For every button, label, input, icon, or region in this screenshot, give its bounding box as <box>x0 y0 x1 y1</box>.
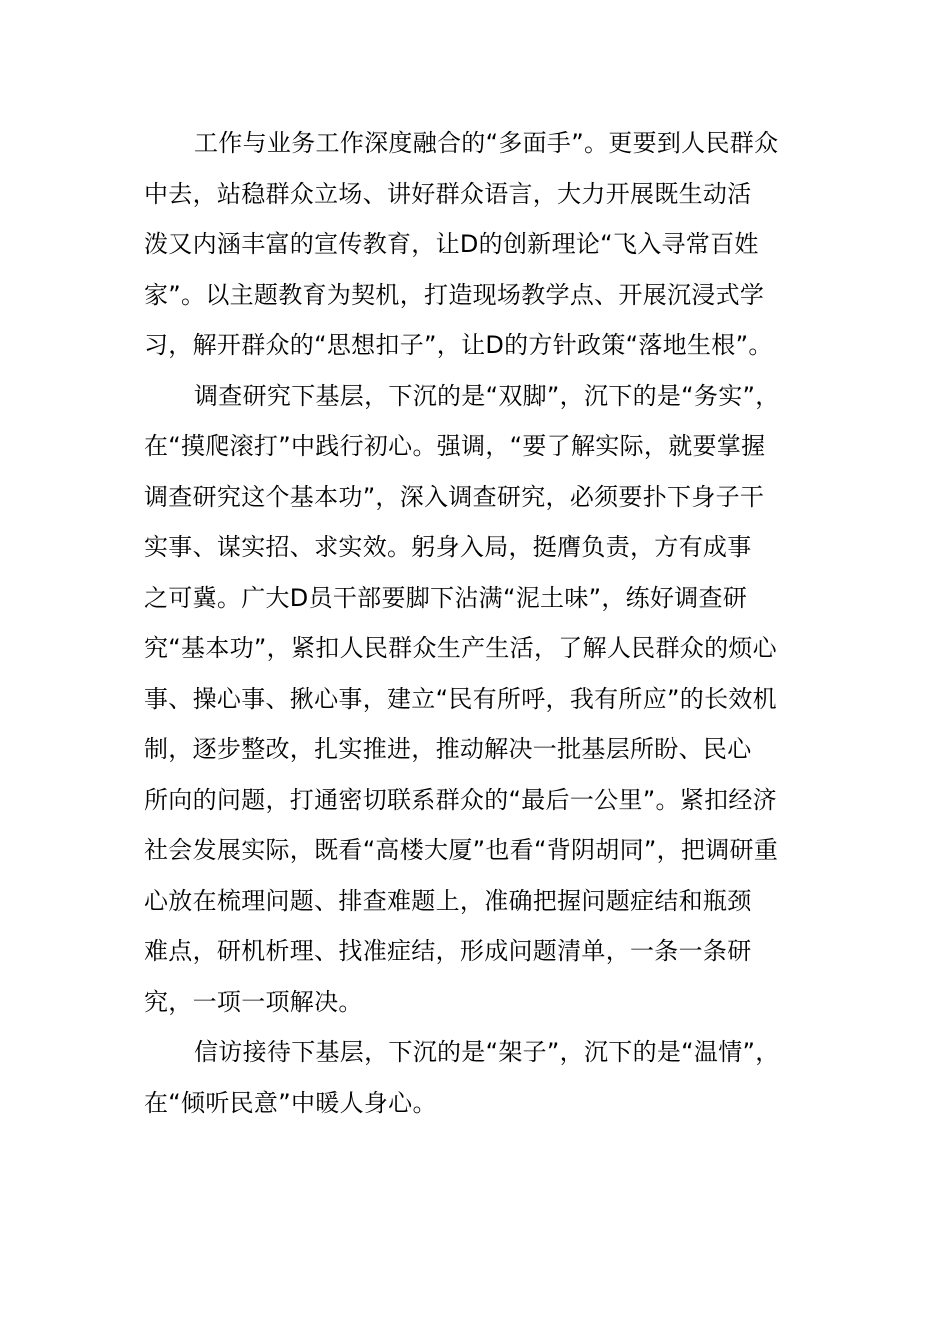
text-line: 调查研究这个基本功”，深入调查研究，必须要扑下身子干 <box>144 482 765 511</box>
text-line: 难点，研机析理、找准症结，形成问题清单，一条一条研 <box>144 937 752 965</box>
text-line: 所向的问题，打通密切联系群众的“最后一公里”。紧扣经济 <box>144 785 777 814</box>
text-line: 中去，站稳群众立场、讲好群众语言，大力开展既生动活 <box>144 179 752 208</box>
text-line: 工作与业务工作深度融合的“多面手”。更要到人民群众 <box>194 129 779 157</box>
document-body <box>144 118 810 1128</box>
paragraph-3 <box>144 1027 810 1128</box>
text-line: 在“摸爬滚打”中践行初心。强调，“要了解实际，就要掌握 <box>144 432 766 460</box>
text-line: 之可冀。广大D员干部要脚下沾满“泥土味”，练好调查研 <box>144 583 748 612</box>
paragraph-1 <box>144 118 810 371</box>
text-line: 调查研究下基层，下沉的是“双脚”，沉下的是“务实”， <box>194 381 780 410</box>
text-line: 信访接待下基层，下沉的是“架子”，沉下的是“温情”， <box>194 1038 780 1066</box>
text-line: 泼又内涵丰富的宣传教育，让D的创新理论“飞入寻常百姓 <box>144 230 759 258</box>
text-line: 家”。以主题教育为契机，打造现场教学点、开展沉浸式学 <box>144 280 765 309</box>
text-line: 究“基本功”，紧扣人民群众生产生活，了解人民群众的烦心 <box>144 634 777 662</box>
text-line: 究，一项一项解决。 <box>144 987 363 1016</box>
text-line: 制，逐步整改，扎实推进，推动解决一批基层所盼、民心 <box>144 735 752 763</box>
text-line: 社会发展实际，既看“高楼大厦”也看“背阴胡同”，把调研重 <box>144 836 779 864</box>
text-line: 实事、谋实招、求实效。躬身入局，挺膺负责，方有成事 <box>144 533 752 561</box>
text-line: 心放在梳理问题、排查难题上，准确把握问题症结和瓶颈 <box>144 886 752 915</box>
text-line: 在“倾听民意”中暖人身心。 <box>144 1088 437 1117</box>
paragraph-2 <box>144 371 810 1028</box>
text-line: 事、操心事、揪心事，建立“民有所呼，我有所应”的长效机 <box>144 684 777 713</box>
text-line: 习，解开群众的“思想扣子”，让D的方针政策“落地生根”。 <box>144 331 773 359</box>
